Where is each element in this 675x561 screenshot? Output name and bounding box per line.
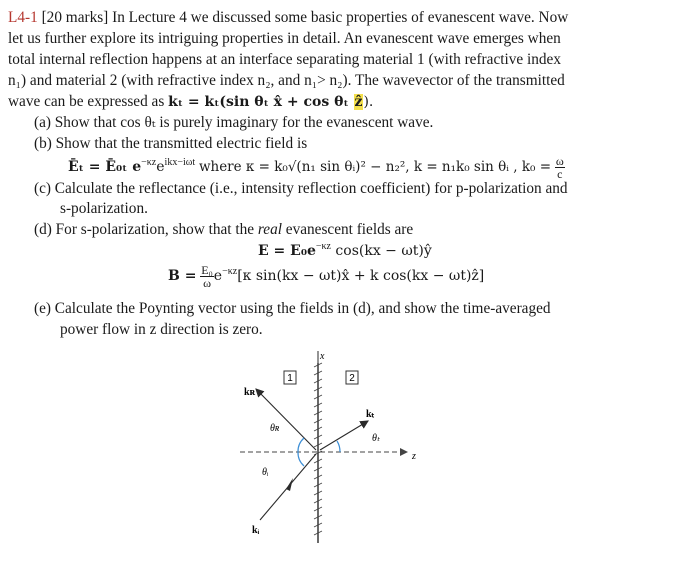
transmitted-wavevector-label: kₜ [366,409,375,420]
reflected-ray [256,389,316,450]
z-unit-vector-highlight: ẑ [354,94,363,110]
incidence-angle-label: θᵢ [262,467,269,478]
reflected-wavevector-label: kʀ [244,387,256,398]
intro-text-5 [8,92,373,112]
wavevector-equation: kₜ = kₜ(sin θₜ x̂ + cos θₜ [168,94,354,110]
b-field-equation [168,264,484,289]
e-field-equation [258,241,432,261]
intro-text-3: total internal reflection happens at an interface separating material 1 (with refractive index [8,51,561,68]
transmitted-ray [320,421,368,450]
part-c-line-2: s-polarization. [60,200,148,217]
transmission-angle-arc [337,441,340,452]
problem-marks: [20 marks] [41,9,109,26]
incident-wavevector-label: kᵢ [252,525,260,536]
part-b: (b) Show that the transmitted electric field is [34,135,308,152]
transmitted-field-lhs: Ēₜ = Ē₀ₜ e [68,159,142,176]
b-field-e: e [213,268,223,285]
transmission-angle-label: θₜ [372,433,380,444]
part-d-real: real [257,221,282,238]
b-field-fraction [200,264,214,289]
intro-text-4: n₁) and material 2 (with refractive index n₂, and n₁> n₂). The wavevector of the transmitted [8,72,565,89]
e-field-lhs: E = E₀e [258,243,316,259]
part-d-lead: (d) For s-polarization, show that the [34,221,258,238]
reflection-angle-arc [298,438,304,452]
part-d [34,220,413,239]
total-internal-reflection-diagram [200,345,440,555]
reflection-angle-label: θʀ [270,423,280,434]
incidence-angle-arc [298,452,304,466]
wavevector-close: ). [363,94,374,110]
omega-over-c-fraction [555,155,565,180]
z-axis-arrowhead [400,448,408,456]
medium-1-label: 1 [287,373,293,384]
b-field-denominator: ω [203,276,211,290]
incident-ray-arrow [286,478,293,491]
intro-text-1: In Lecture 4 we discussed some basic properties of evanescent wave. Now [112,9,569,26]
part-a: (a) Show that cos θₜ is purely imaginary for the evanescent wave. [34,114,434,131]
problem-id: L4-1 [8,9,38,26]
z-axis-label: z [412,451,416,462]
field-e2: e [156,159,165,176]
part-d-end: evanescent fields are [281,221,414,238]
problem-intro-line-1 [8,8,568,27]
kappa-definition: where κ = k₀√(n₁ sin θᵢ)² − n₂², k = n₁k₀ sin θᵢ , k₀ = [198,159,552,176]
e-field-exp: −κz [315,241,331,252]
part-c-line-1: (c) Calculate the reflectance (i.e., intensity reflection coefficient) for p-polarization and [34,180,568,197]
b-field-numerator: E₀ [201,263,213,277]
field-exp-decay: −κz [141,157,157,169]
fraction-denominator: c [557,167,563,181]
x-axis-label: x [320,351,325,362]
medium-2-label: 2 [349,373,355,384]
field-exp-phase: ikx−iωt [164,157,196,169]
interface-hatching [314,363,322,543]
e-field-rest: cos(kx − ωt)ŷ [330,243,432,259]
part-e-line-1: (e) Calculate the Poynting vector using the fields in (d), and show the time-averaged [34,300,551,317]
intro-text-5-lead: wave can be expressed as [8,93,169,110]
b-field-exp: −κz [222,266,238,278]
part-b-equation [68,155,565,180]
intro-text-2: let us further explore its intriguing properties in detail. An evanescent wave emerges when [8,30,561,47]
fraction-numerator: ω [555,154,564,168]
b-field-lhs: B = [168,268,197,285]
part-e-line-2: power flow in z direction is zero. [60,321,263,338]
b-field-rest: [κ sin(kx − ωt)x̂ + k cos(kx − ωt)ẑ] [237,268,485,285]
